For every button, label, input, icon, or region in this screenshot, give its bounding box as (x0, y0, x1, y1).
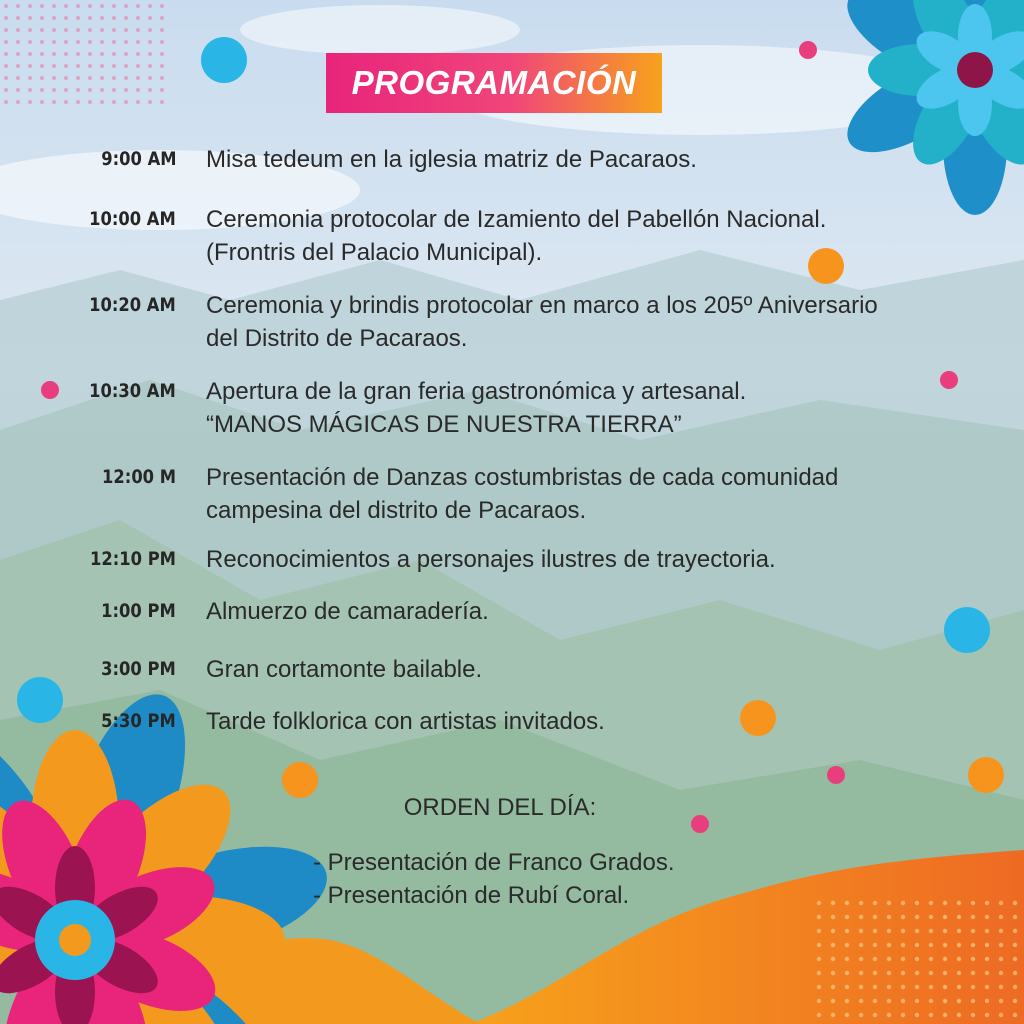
schedule-description-line: Presentación de Danzas costumbristas de cada comunidad (206, 464, 839, 491)
title-banner (326, 53, 662, 113)
schedule-description (206, 595, 489, 628)
schedule-time: 10:00 AM (89, 208, 176, 230)
schedule-description-line: Reconocimientos a personajes ilustres de trayectoria. (206, 546, 776, 573)
schedule-description (206, 375, 746, 441)
page-title: PROGRAMACIÓN (351, 64, 637, 101)
schedule-time: 3:00 PM (101, 658, 176, 680)
schedule-description (206, 289, 878, 355)
schedule-description-line: Tarde folklorica con artistas invitados. (206, 708, 605, 735)
schedule-description (206, 143, 697, 176)
orden-del-dia-title: ORDEN DEL DÍA: (403, 794, 597, 821)
schedule-time: 1:00 PM (101, 600, 176, 622)
schedule-description (206, 705, 605, 738)
schedule-description-line: del Distrito de Pacaraos. (206, 325, 468, 352)
schedule-description (206, 203, 826, 269)
schedule-description (206, 653, 482, 686)
schedule-description-line: campesina del distrito de Pacaraos. (206, 497, 587, 524)
orden-del-dia-list (313, 846, 675, 912)
schedule-time: 10:30 AM (89, 380, 176, 402)
schedule-description (206, 543, 776, 576)
schedule-description-line: (Frontris del Palacio Municipal). (206, 239, 543, 266)
schedule-description-line: Gran cortamonte bailable. (206, 656, 483, 683)
schedule-time: 12:10 PM (90, 548, 176, 570)
schedule-description-line: Almuerzo de camaradería. (206, 598, 489, 625)
schedule-time: 12:00 M (102, 466, 176, 488)
schedule-time: 10:20 AM (89, 294, 176, 316)
schedule-description-line: Ceremonia protocolar de Izamiento del Pabellón Nacional. (206, 206, 827, 233)
schedule-time: 9:00 AM (100, 148, 176, 170)
list-item: - Presentación de Rubí Coral. (313, 882, 630, 909)
schedule-description (206, 461, 838, 527)
schedule-description-line: Ceremonia y brindis protocolar en marco a los 205º Aniversario (206, 292, 878, 319)
schedule-description-line: Apertura de la gran feria gastronómica y artesanal. (206, 378, 747, 405)
schedule-description-line: Misa tedeum en la iglesia matriz de Pacaraos. (206, 146, 697, 173)
schedule-description-line: “MANOS MÁGICAS DE NUESTRA TIERRA” (206, 411, 682, 438)
schedule-time: 5:30 PM (101, 710, 176, 732)
list-item: - Presentación de Franco Grados. (313, 849, 675, 876)
